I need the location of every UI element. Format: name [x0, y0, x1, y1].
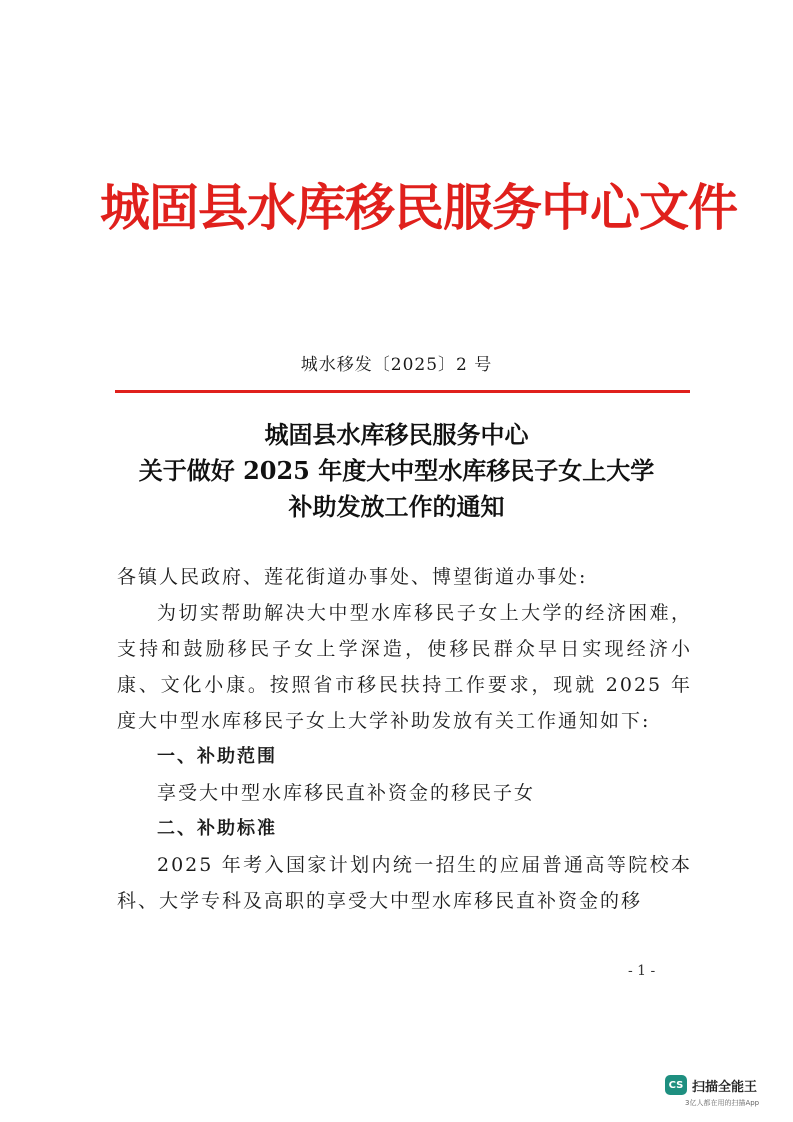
document-title	[0, 417, 793, 525]
section-text-standard: 2025 年考入国家计划内统一招生的应届普通高等院校本科、大学专科及高职的享受大中型水库移民直补资金的移	[117, 854, 692, 912]
title-line-2: 关于做好 2025 年度大中型水库移民子女上大学	[138, 456, 655, 485]
section-heading-scope: 一、补助范围	[157, 746, 277, 767]
scanner-watermark	[665, 1075, 785, 1108]
document-body	[117, 559, 692, 919]
intro-paragraph: 为切实帮助解决大中型水库移民子女上大学的经济困难，支持和鼓励移民子女上学深造，使移民群众早日实现经济小康、文化小康。按照省市移民扶持工作要求，现就 2025 年度大中型水库移民子女上大学补助发放有关工作通知如下:	[117, 602, 692, 732]
masthead-title: 城固县水库移民服务中心文件	[100, 179, 737, 237]
camscanner-logo-icon: CS	[665, 1075, 687, 1095]
section-heading-standard: 二、补助标准	[157, 818, 277, 839]
red-separator-line	[115, 390, 690, 393]
watermark-tagline: 3亿人都在用的扫描App	[685, 1099, 760, 1107]
document-number: 城水移发〔2025〕2 号	[300, 355, 493, 375]
section-text-scope: 享受大中型水库移民直补资金的移民子女	[157, 782, 536, 804]
watermark-app-name: 扫描全能王	[692, 1079, 758, 1095]
page-number: - 1 -	[628, 963, 656, 979]
title-line-1: 城固县水库移民服务中心	[264, 420, 529, 449]
title-line-3: 补助发放工作的通知	[288, 492, 505, 521]
addressee: 各镇人民政府、莲花街道办事处、博望街道办事处:	[117, 566, 588, 588]
